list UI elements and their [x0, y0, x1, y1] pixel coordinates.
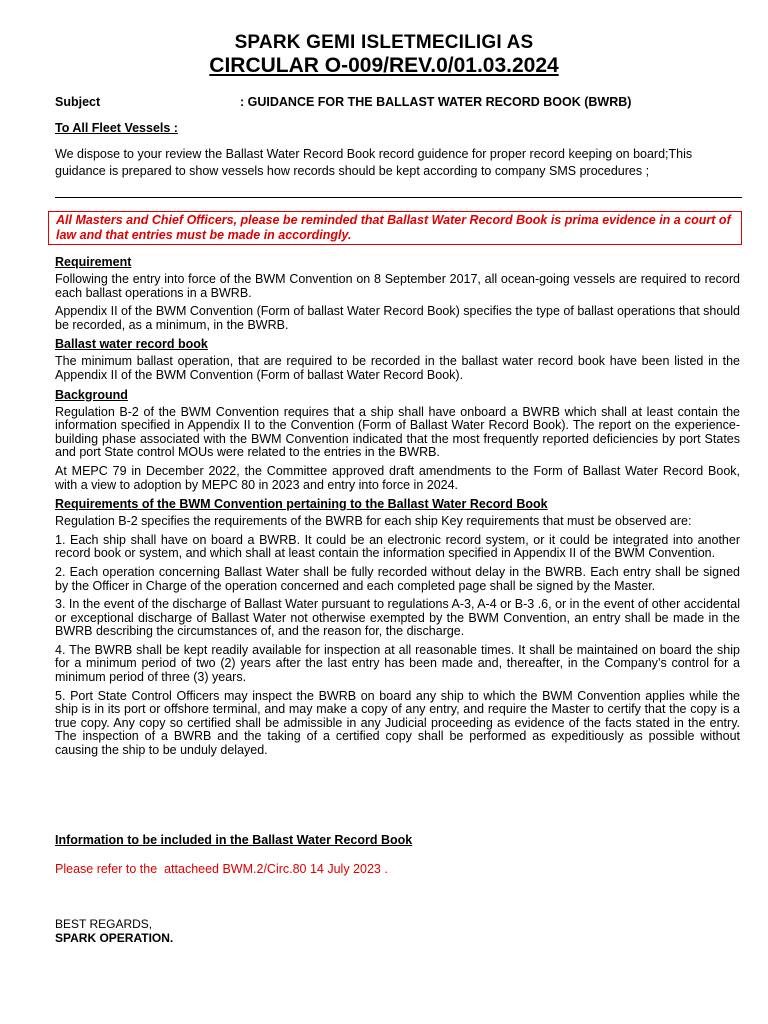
paragraph: Following the entry into force of the BWM Convention on 8 September 2017, all ocean-going vessels are required to record each ballast operations in a BWRB. — [55, 272, 740, 300]
requirement-item: 2. Each operation concerning Ballast Water shall be fully recorded without delay in the BWRB. Each entry shall be signed by the Officer in Charge of the operation concerned and each completed page shall be signed by the Master. — [55, 564, 740, 593]
requirement-item: 4. The BWRB shall be kept readily available for inspection at all reasonable times. It shall be maintained on board the ship for a minimum period of two (2) years after the last entry has been made and, thereafter, in the Company’s control for a minimum period of three (3) years. — [55, 642, 740, 685]
requirement-item: 1. Each ship shall have on board a BWRB. It could be an electronic record system, or it could be integrated into another record book or system, and which shall at least contain the information specified in Appendix II of the BWM Convention. — [55, 532, 740, 561]
addressee: To All Fleet Vessels : — [55, 121, 178, 135]
warning-box: All Masters and Chief Officers, please be reminded that Ballast Water Record Book is prima evidence in a court of law and that entries must be made in accordingly. — [48, 211, 742, 245]
company-name: SPARK GEMI ISLETMECILIGI AS — [234, 32, 534, 53]
section-heading-background: Background — [55, 387, 128, 402]
subject-label: Subject — [55, 95, 101, 109]
intro-paragraph: We dispose to your review the Ballast Water Record Book record guidence for proper record keeping on board;This guidance is prepared to show vessels how records should be kept according to company SMS procedures ; — [55, 147, 693, 178]
subject-value: : GUIDANCE FOR THE BALLAST WATER RECORD BOOK (BWRB) — [240, 95, 632, 109]
section-heading-information: Information to be included in the Ballast Water Record Book — [55, 833, 413, 847]
requirement-item: 3. In the event of the discharge of Ballast Water pursuant to regulations A-3, A-4 or B-3 .6, or in the event of other accidental or exceptional discharge of Ballast Water not otherwise exempted by the BWM Convention, an entry shall be made in the BWRB describing the circumstances of, and the reason for, the discharge. — [55, 597, 740, 639]
document-body — [55, 255, 740, 763]
closing-regards: BEST REGARDS, — [55, 917, 153, 931]
section-heading-record-book: Ballast water record book — [55, 337, 208, 352]
closing — [55, 917, 173, 945]
paragraph: Regulation B-2 of the BWM Convention requires that a ship shall have onboard a BWRB which shall at least contain the information specified in Appendix II to the Convention (Form of Ballast Water Record Book). The report on the experience-building phase associated with the BWM Convention indicated that the most frequently reported deficiencies by port States and port State control MOUs were related to the entries in the BWRB. — [55, 404, 740, 460]
section-heading-requirement: Requirement — [55, 255, 132, 269]
closing-signature: SPARK OPERATION. — [55, 931, 174, 945]
paragraph: At MEPC 79 in December 2022, the Committee approved draft amendments to the Form of Ballast Water Record Book, with a view to adoption by MEPC 80 in 2023 and entry into force in 2024. — [55, 463, 740, 492]
information-reference: Please refer to the attacheed BWM.2/Circ.80 14 July 2023 . — [55, 862, 388, 876]
circular-number: CIRCULAR O-009/REV.0/01.03.2024 — [209, 54, 559, 77]
paragraph: Regulation B-2 specifies the requirements of the BWRB for each ship Key requirements that must be observed are: — [55, 514, 692, 529]
paragraph: Appendix II of the BWM Convention (Form of ballast Water Record Book) specifies the type of ballast operations that should be recorded, as a minimum, in the BWRB. — [55, 304, 740, 332]
paragraph: The minimum ballast operation, that are required to be recorded in the ballast water record book have been listed in the Appendix II of the BWM Convention (Form of ballast Water Record Book). — [55, 354, 740, 382]
section-heading-requirements: Requirements of the BWM Convention pertaining to the Ballast Water Record Book — [55, 497, 548, 512]
requirement-item: 5. Port State Control Officers may inspect the BWRB on board any ship to which the BWM Convention applies while the ship is in its port or offshore terminal, and may make a copy of any entry, and require the Master to certify that the copy is a true copy. Any copy so certified shall be admissible in any Judicial proceeding as evidence of the facts stated in the entry. The inspection of a BWRB and the taking of a certified copy shall be performed as expeditiously as possible without causing the ship to be unduly delayed. — [55, 688, 740, 758]
divider-line — [55, 197, 742, 198]
